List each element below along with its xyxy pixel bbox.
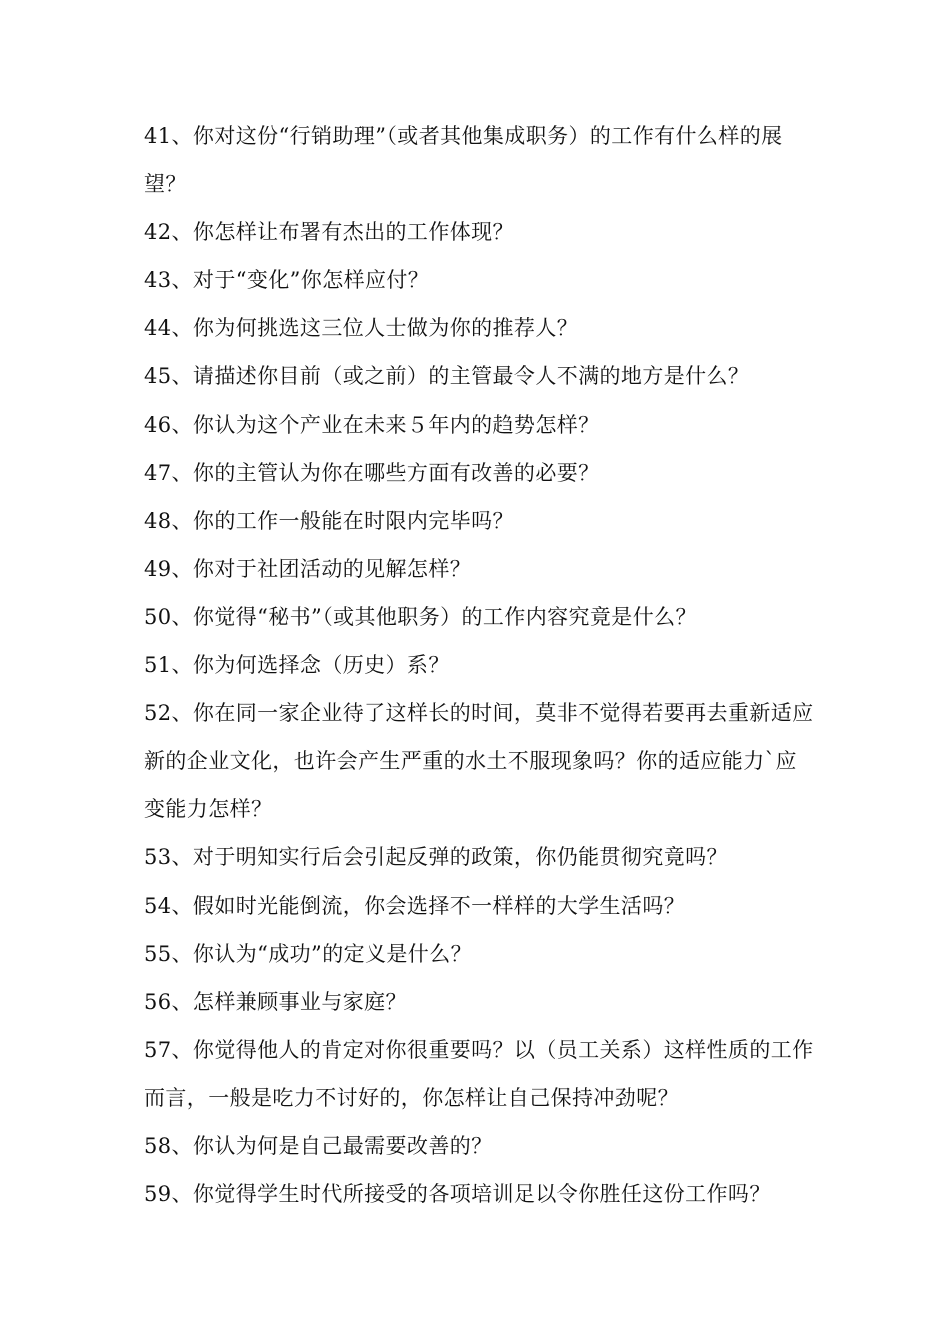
question-56: 56、怎样兼顾事业与家庭？	[144, 989, 407, 1014]
question-43: 43、对于“变化”你怎样应付？	[144, 268, 430, 293]
question-45: 45、请描述你目前（或之前）的主管最令人不满的地方是什么？	[144, 364, 750, 389]
question-44: 44、你为何挑选这三位人士做为你的推荐人？	[144, 316, 579, 341]
question-list	[144, 112, 814, 1218]
question-48: 48、你的工作一般能在时限内完毕吗？	[144, 508, 514, 533]
question-59: 59、你觉得学生时代所接受的各项培训足以令你胜任这份工作吗？	[144, 1182, 771, 1207]
question-42: 42、你怎样让布署有杰出的工作体现？	[144, 220, 514, 245]
question-41: 41、你对这份“行销助理”（或者其他集成职务）的工作有什么样的展望？	[144, 124, 783, 197]
question-46: 46、你认为这个产业在未来５年内的趋势怎样？	[144, 412, 600, 437]
question-47: 47、你的主管认为你在哪些方面有改善的必要？	[144, 460, 600, 485]
question-57: 57、你觉得他人的肯定对你很重要吗？以（员工关系）这样性质的工作而言，一般是吃力不讨好的，你怎样让自己保持冲劲呢？	[144, 1037, 814, 1110]
question-53: 53、对于明知实行后会引起反弹的政策，你仍能贯彻究竟吗？	[144, 845, 728, 870]
question-58: 58、你认为何是自己最需要改善的？	[144, 1133, 493, 1158]
question-49: 49、你对于社团活动的见解怎样？	[144, 556, 472, 581]
question-50: 50、你觉得“秘书”（或其他职务）的工作内容究竟是什么？	[144, 604, 697, 629]
question-55: 55、你认为“成功”的定义是什么？	[144, 941, 472, 966]
question-52: 52、你在同一家企业待了这样长的时间，莫非不觉得若要再去重新适应新的企业文化，也许会产生严重的水土不服现象吗？你的适应能力`应变能力怎样？	[144, 701, 814, 822]
question-51: 51、你为何选择念（历史）系？	[144, 653, 450, 678]
question-54: 54、假如时光能倒流，你会选择不一样样的大学生活吗？	[144, 893, 686, 918]
